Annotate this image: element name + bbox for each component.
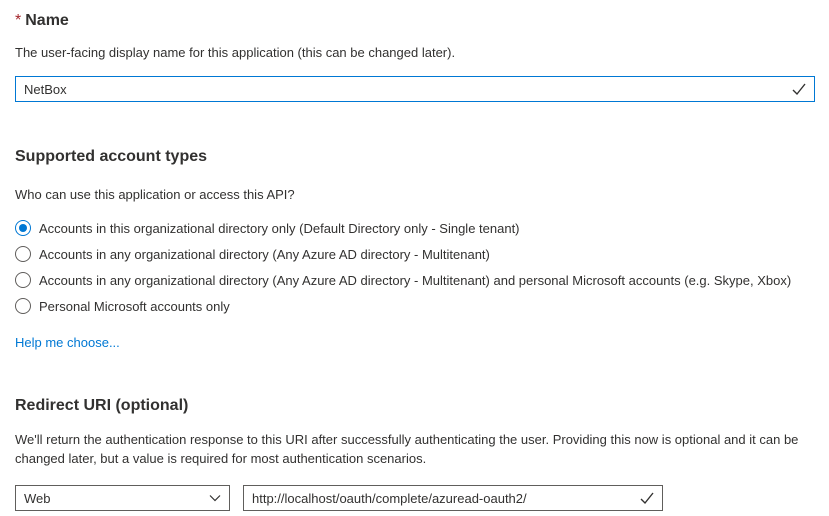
redirect-uri-controls	[15, 485, 815, 511]
account-types-title: Supported account types	[15, 148, 208, 165]
name-input[interactable]	[16, 77, 814, 101]
account-types-radio-group	[15, 215, 815, 319]
account-types-section	[15, 148, 815, 352]
radio-button-icon[interactable]	[15, 298, 31, 314]
redirect-uri-input-wrapper	[243, 485, 663, 511]
redirect-uri-input[interactable]	[244, 486, 662, 510]
redirect-uri-title: Redirect URI (optional)	[15, 397, 189, 414]
radio-option-multitenant-personal[interactable]	[15, 267, 815, 293]
chevron-down-icon	[209, 492, 221, 504]
platform-select-value: Web	[24, 490, 51, 506]
name-input-wrapper	[15, 76, 815, 102]
name-section	[15, 12, 815, 102]
radio-button-icon[interactable]	[15, 220, 31, 236]
name-label: Name	[25, 12, 69, 29]
redirect-uri-description: We'll return the authentication response to this URI after successfully authenticating the user. Providing this now is optional and it can be changed later, but a value is required for most authentication scenarios.	[15, 432, 799, 466]
radio-option-label: Accounts in this organizational directory only (Default Directory only - Single tenant)	[39, 220, 520, 236]
name-description: The user-facing display name for this application (this can be changed later).	[15, 45, 456, 60]
radio-option-label: Accounts in any organizational directory (Any Azure AD directory - Multitenant)	[39, 246, 490, 262]
radio-button-icon[interactable]	[15, 246, 31, 262]
account-types-question: Who can use this application or access this API?	[15, 187, 295, 202]
radio-option-single-tenant[interactable]	[15, 215, 815, 241]
radio-button-icon[interactable]	[15, 272, 31, 288]
platform-select[interactable]	[15, 485, 230, 511]
radio-option-multitenant[interactable]	[15, 241, 815, 267]
radio-option-label: Accounts in any organizational directory (Any Azure AD directory - Multitenant) and personal Microsoft accounts (e.g. Skype, Xbox)	[39, 272, 792, 288]
radio-option-personal-only[interactable]	[15, 293, 815, 319]
required-asterisk: *	[15, 12, 22, 29]
radio-option-label: Personal Microsoft accounts only	[39, 298, 230, 314]
name-section-title	[15, 12, 815, 30]
help-me-choose-link[interactable]: Help me choose...	[15, 335, 120, 350]
redirect-uri-section	[15, 397, 815, 511]
